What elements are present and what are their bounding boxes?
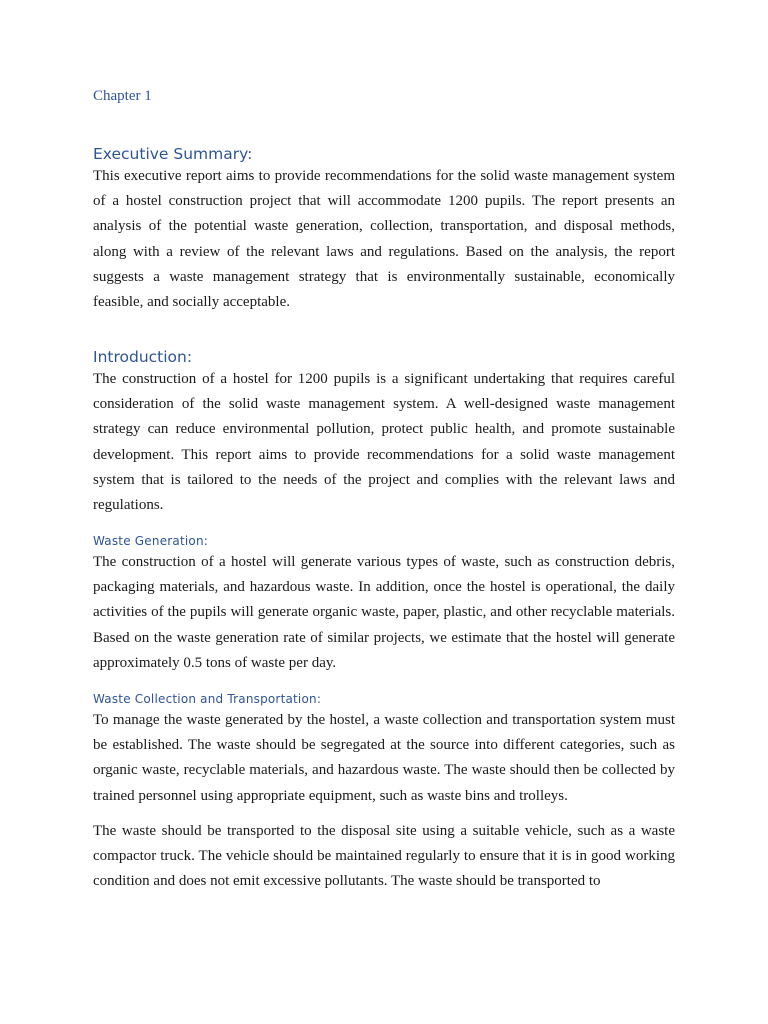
chapter-label: Chapter 1 — [93, 88, 152, 104]
waste-collection-heading: Waste Collection and Transportation: — [93, 692, 322, 706]
executive-summary-heading: Executive Summary: — [93, 145, 253, 163]
waste-generation-section — [93, 532, 675, 676]
waste-collection-body-1: To manage the waste generated by the hostel, a waste collection and transportation system must be established. The waste should be segregated at the source into different categories, such as organic waste, recyclable materials, and hazardous waste. The waste should then be collected by trained personnel using appropriate equipment, such as waste bins and trolleys. — [93, 712, 675, 804]
introduction-section — [93, 348, 675, 518]
waste-collection-section — [93, 690, 675, 894]
introduction-body: The construction of a hostel for 1200 pupils is a significant undertaking that requires careful consideration of the solid waste management system. A well-designed waste management strategy can reduce environmental pollution, protect public health, and promote sustainable development. This report aims to provide recommendations for a solid waste management system that is tailored to the needs of the project and complies with the relevant laws and regulations. — [93, 371, 675, 514]
waste-generation-heading: Waste Generation: — [93, 534, 208, 548]
waste-collection-body-2: The waste should be transported to the disposal site using a suitable vehicle, such as a waste compactor truck. The vehicle should be maintained regularly to ensure that it is in good working condition and does not emit excessive pollutants. The waste should be transported to — [93, 822, 675, 890]
executive-summary-section — [93, 145, 675, 315]
waste-generation-body: The construction of a hostel will generate various types of waste, such as construction debris, packaging materials, and hazardous waste. In addition, once the hostel is operational, the daily activities of the pupils will generate organic waste, paper, plastic, and other recyclable materials. Based on the waste generation rate of similar projects, we estimate that the hostel will generate approximately 0.5 tons of waste per day. — [93, 554, 675, 671]
introduction-heading: Introduction: — [93, 348, 193, 366]
executive-summary-body: This executive report aims to provide recommendations for the solid waste management system of a hostel construction project that will accommodate 1200 pupils. The report presents an analysis of the potential waste generation, collection, transportation, and disposal methods, along with a review of the relevant laws and regulations. Based on the analysis, the report suggests a waste management strategy that is environmentally sustainable, economically feasible, and socially acceptable. — [93, 168, 675, 311]
